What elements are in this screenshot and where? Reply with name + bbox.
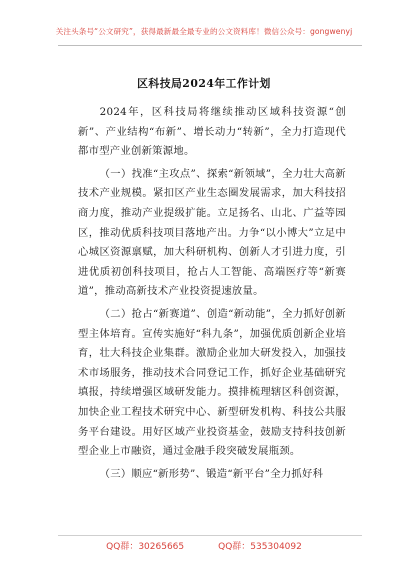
paragraph-intro: 2024年，区科技局将继续推动区域科技资源“创新”、产业结构“布新”、增长动力“转新”，全力打造现代都市型产业创新策源地。 [78, 106, 346, 158]
footer-divider [58, 535, 362, 536]
qq-group-right: QQ群：535304092 [218, 542, 302, 552]
document-title: 区科技局2024年工作计划 [137, 77, 271, 90]
header-divider [58, 45, 362, 46]
paragraph-section-2: （二）抢占“新赛道”、创造“新动能”，全力抓好创新型主体培育。宣传实施好“科九条”，加强优质创新企业培育，壮大科技企业集群。激励企业加大研发投入，加强技术市场服务，推动技术合同登记工作，抓好企业基础研究填报，持续增强区域研发能力。摸排梳理辖区科创资源，加快企业工程技术研究中心、新型研发机构、科技公共服务平台建设。用好区域产业投资基金，鼓励支持科技创新型企业上市融资，通过金融手段突破发展瓶颈。 [78, 307, 346, 458]
paragraph-section-1: （一）找准“主攻点”、探索“新领域”，全力壮大高新技术产业规模。紧扣区产业生态圈发展需求，加大科技招商力度，推动产业提级扩能。立足扬名、山北、广益等园区，推动优质科技项目落地产出。力争“以小博大”立足中心城区资源禀赋，加大科研机构、创新人才引进力度，引进优质初创科技项目，抢占人工智能、高端医疗等“新赛道”，推动高新技术产业投资提速放量。 [78, 167, 346, 298]
qq-group-left: QQ群：30265665 [106, 542, 185, 552]
paragraph-section-3: （三）顺应“新形势”、锻造“新平台”全力抓好科 [99, 467, 324, 480]
document-body [78, 103, 346, 484]
footer-qq-groups [0, 539, 408, 552]
header-note: 关注头条号“公文研究”，获得最新最全最专业的公文资料库！微信公众号：gongwenyj [55, 27, 353, 36]
